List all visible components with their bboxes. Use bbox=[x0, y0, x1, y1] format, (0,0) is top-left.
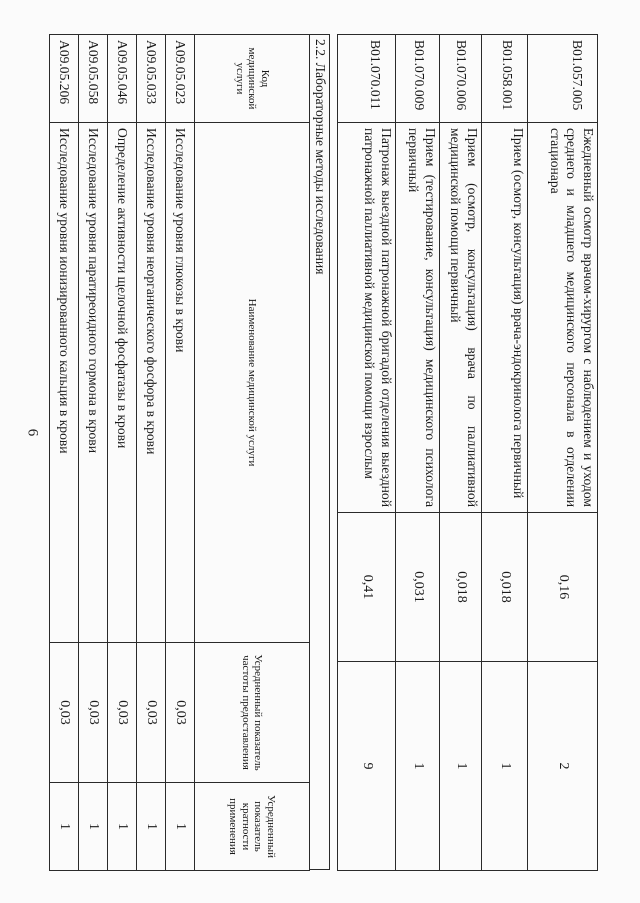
service-multiplicity: 1 bbox=[396, 662, 440, 871]
table-row bbox=[482, 35, 528, 871]
table-row bbox=[396, 35, 440, 871]
service-code: B01.058.001 bbox=[482, 35, 528, 123]
lab-methods-table bbox=[49, 34, 310, 871]
section-title: 2.2. Лабораторные методы исследования bbox=[310, 34, 330, 870]
service-name: Прием (осмотр, консультация) врача по паллиативной медицинской помощи первичный bbox=[440, 123, 482, 513]
lab-name: Исследование уровня паратиреоидного гормона в крови bbox=[79, 123, 108, 643]
lab-code: A09.05.058 bbox=[79, 35, 108, 123]
lab-frequency: 0,03 bbox=[108, 643, 137, 783]
lab-code: A09.05.033 bbox=[137, 35, 166, 123]
table-row bbox=[440, 35, 482, 871]
lab-multiplicity: 1 bbox=[137, 783, 166, 871]
table-row bbox=[137, 35, 166, 871]
lab-multiplicity: 1 bbox=[79, 783, 108, 871]
service-code: B01.070.009 bbox=[396, 35, 440, 123]
service-frequency: 0,031 bbox=[396, 513, 440, 662]
table-row bbox=[79, 35, 108, 871]
lab-frequency: 0,03 bbox=[79, 643, 108, 783]
lab-frequency: 0,03 bbox=[50, 643, 79, 783]
services-table bbox=[337, 34, 598, 871]
lab-code: A09.05.046 bbox=[108, 35, 137, 123]
lab-code: A09.05.023 bbox=[166, 35, 195, 123]
service-multiplicity: 9 bbox=[338, 662, 396, 871]
service-frequency: 0,018 bbox=[482, 513, 528, 662]
lab-frequency: 0,03 bbox=[137, 643, 166, 783]
rotated-content bbox=[57, 34, 598, 870]
column-header-multiplicity: Усредненный показатель кратности применения bbox=[195, 783, 310, 871]
lab-multiplicity: 1 bbox=[108, 783, 137, 871]
table-row bbox=[166, 35, 195, 871]
column-header-frequency: Усредненный показатель частоты предоставления bbox=[195, 643, 310, 783]
service-code: B01.057.005 bbox=[528, 35, 598, 123]
table-row bbox=[108, 35, 137, 871]
lab-name: Исследование уровня неорганического фосфора в крови bbox=[137, 123, 166, 643]
lab-multiplicity: 1 bbox=[50, 783, 79, 871]
service-multiplicity: 2 bbox=[528, 662, 598, 871]
lab-name: Определение активности щелочной фосфатазы в крови bbox=[108, 123, 137, 643]
service-code: B01.070.006 bbox=[440, 35, 482, 123]
service-frequency: 0,018 bbox=[440, 513, 482, 662]
lab-frequency: 0,03 bbox=[166, 643, 195, 783]
service-name: Патронаж выездной патронажной бригадой отделения выездной патронажной паллиативной медицинской помощи взрослым bbox=[338, 123, 396, 513]
service-frequency: 0,16 bbox=[528, 513, 598, 662]
page-number: 6 bbox=[24, 428, 41, 437]
service-name: Прием (осмотр, консультация) врача-эндокринолога первичный bbox=[482, 123, 528, 513]
service-multiplicity: 1 bbox=[440, 662, 482, 871]
service-frequency: 0,41 bbox=[338, 513, 396, 662]
table-row bbox=[338, 35, 396, 871]
table-header-row bbox=[195, 35, 310, 871]
service-name: Прием (тестирование, консультация) медицинского психолога первичный bbox=[396, 123, 440, 513]
service-code: B01.070.011 bbox=[338, 35, 396, 123]
lab-multiplicity: 1 bbox=[166, 783, 195, 871]
lab-name: Исследование уровня глюкозы в крови bbox=[166, 123, 195, 643]
table-row bbox=[50, 35, 79, 871]
table-row bbox=[528, 35, 598, 871]
lab-code: A09.05.206 bbox=[50, 35, 79, 123]
column-header-name: Наименование медицинской услуги bbox=[195, 123, 310, 643]
lab-name: Исследование уровня ионизированного кальция в крови bbox=[50, 123, 79, 643]
service-multiplicity: 1 bbox=[482, 662, 528, 871]
service-name: Ежедневный осмотр врачом-хирургом с наблюдением и уходом среднего и младшего медицинского персонала в отделении стационара bbox=[528, 123, 598, 513]
column-header-code: Код медицинской услуги bbox=[195, 35, 310, 123]
